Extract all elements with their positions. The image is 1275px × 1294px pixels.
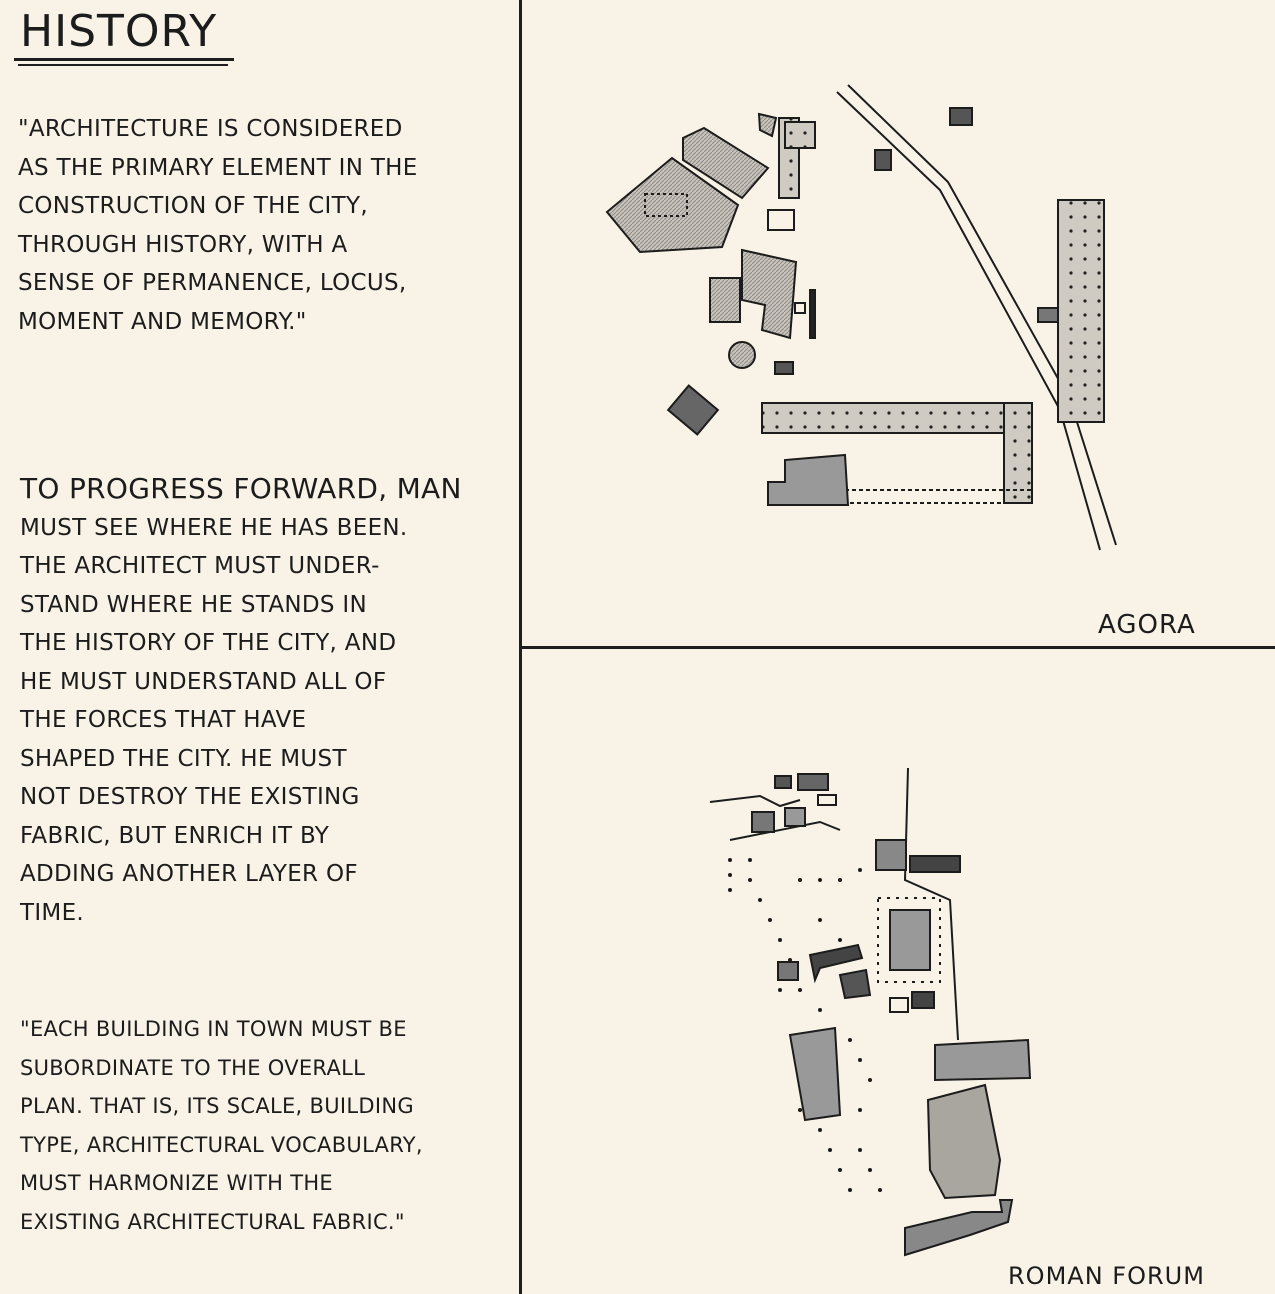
paragraph-line: FABRIC, BUT ENRICH IT BY [20, 822, 330, 849]
building [890, 998, 908, 1012]
paragraph-line: TO PROGRESS FORWARD, MAN [20, 472, 462, 505]
paragraph-line: ADDING ANOTHER LAYER OF [20, 861, 358, 887]
paragraph-line: THE ARCHITECT MUST UNDER- [20, 553, 380, 579]
quote-line: PLAN. THAT IS, ITS SCALE, BUILDING [20, 1094, 414, 1118]
quote-line: "EACH BUILDING IN TOWN MUST BE [20, 1017, 407, 1041]
quote-line: AS THE PRIMARY ELEMENT IN THE [18, 154, 418, 181]
paragraph-line: SHAPED THE CITY. HE MUST [20, 745, 347, 772]
building [910, 856, 960, 872]
temple [890, 910, 930, 970]
paragraph-line: TIME. [20, 899, 85, 926]
building [905, 1200, 1012, 1255]
building [912, 992, 934, 1008]
paragraph-line: NOT DESTROY THE EXISTING [20, 784, 360, 810]
building [928, 1085, 1000, 1198]
paragraph-line: STAND WHERE HE STANDS IN [20, 591, 367, 618]
paragraph-line: THE HISTORY OF THE CITY, AND [20, 630, 397, 656]
quote-line: MOMENT AND MEMORY." [18, 308, 307, 335]
building [840, 970, 870, 998]
street-line [710, 796, 800, 806]
roman-forum-label: ROMAN FORUM [1008, 1262, 1205, 1290]
paragraph-line: HE MUST UNDERSTAND ALL OF [20, 668, 387, 695]
building [785, 808, 805, 826]
quote-line: MUST HARMONIZE WITH THE [20, 1171, 333, 1195]
paragraph-line: THE FORCES THAT HAVE [20, 707, 307, 733]
basilica [876, 840, 906, 870]
quote-line: SENSE OF PERMANENCE, LOCUS, [18, 270, 407, 296]
agora-label: AGORA [1098, 610, 1196, 640]
building [778, 962, 798, 980]
quote-line: TYPE, ARCHITECTURAL VOCABULARY, [20, 1132, 423, 1157]
quote-line: THROUGH HISTORY, WITH A [18, 231, 348, 258]
building [752, 812, 774, 832]
quote-line: "ARCHITECTURE IS CONSIDERED [18, 116, 403, 142]
quote-line: SUBORDINATE TO THE OVERALL [20, 1055, 366, 1080]
quote-line: EXISTING ARCHITECTURAL FABRIC." [20, 1209, 405, 1234]
building [790, 1028, 840, 1120]
column-dots [728, 858, 882, 1192]
building [935, 1040, 1030, 1080]
page-title: HISTORY [20, 6, 218, 57]
quote-line: CONSTRUCTION OF THE CITY, [18, 193, 368, 219]
building [775, 776, 791, 788]
paragraph-line: MUST SEE WHERE HE HAS BEEN. [20, 514, 408, 541]
building [818, 795, 836, 805]
building [798, 774, 828, 790]
